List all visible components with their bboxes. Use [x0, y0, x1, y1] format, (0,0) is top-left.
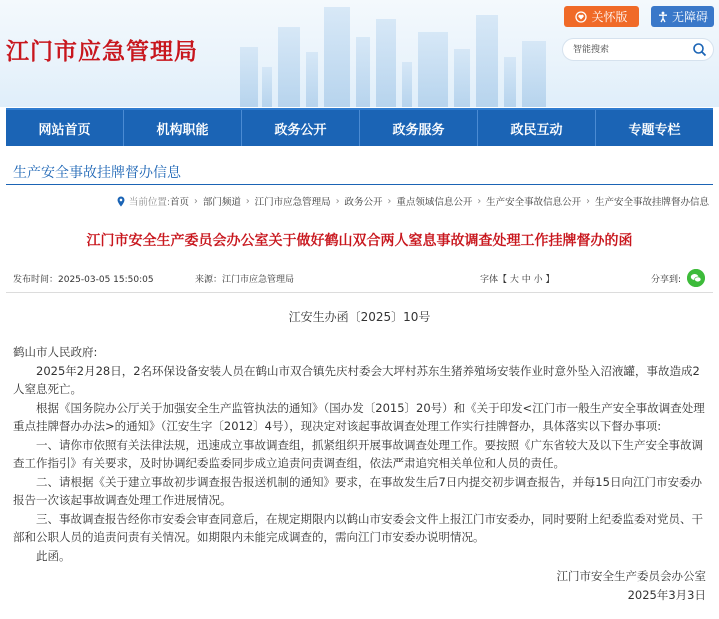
nav-item-special-topics[interactable]: 专题专栏 [628, 122, 681, 138]
nav-item-interaction[interactable]: 政民互动 [478, 110, 596, 146]
breadcrumb-link-supervision[interactable]: 生产安全事故挂牌督办信息 [594, 197, 709, 208]
breadcrumb-link-home[interactable]: 首页 [170, 197, 190, 208]
breadcrumb-link-accident-info[interactable]: 生产安全事故信息公开 [486, 197, 582, 208]
nav-item-home[interactable]: 网站首页 [6, 110, 124, 146]
wechat-share-icon[interactable] [687, 269, 705, 287]
share-label: 分享到: [651, 275, 682, 285]
breadcrumb-link-gov-public[interactable]: 政务公开 [344, 197, 383, 208]
search-input[interactable] [573, 42, 683, 57]
article-paragraph: 二、请根据《关于建立事故初步调查报告报送机制的通知》要求，在事故发生后7日内提交初步调查报告，并每15日向江门市安委办报告一次该起事故调查处理工作进展情况。 [13, 475, 702, 507]
location-pin-icon [116, 196, 126, 207]
search-box [562, 38, 714, 61]
article-paragraph: 2025年2月28日，2名环保设备安装人员在鹤山市双合镇先庆村委会大坪村苏东生猪养殖场安装作业时意外坠入沼液罐，事故造成2人窒息死亡。 [13, 364, 700, 396]
breadcrumb-separator: › [194, 195, 198, 207]
care-mode-label: 关怀版 [591, 10, 628, 24]
breadcrumb-separator: › [586, 195, 590, 207]
nav-item-gov-affairs-public[interactable]: 政务公开 [242, 110, 360, 146]
section-divider [6, 184, 713, 185]
article-paragraph: 三、事故调查报告经你市安委会审查同意后，在规定期限内以鹤山市安委会文件上报江门市安委办，同时要附上纪委监委对党员、干部和公职人员的追责问责有关情况。如期限内未能完成调查的，需向江门市安委办说明情况。 [13, 512, 703, 544]
care-icon [575, 11, 587, 23]
article-body [13, 343, 709, 566]
accessibility-button[interactable] [651, 6, 714, 27]
article-source: 来源：江门市应急管理局 [195, 275, 295, 285]
breadcrumb-link-department[interactable]: 部门频道 [202, 197, 241, 208]
breadcrumb-link-bureau[interactable]: 江门市应急管理局 [254, 197, 331, 208]
accessibility-label: 无障碍 [671, 10, 708, 24]
breadcrumb-separator: › [477, 195, 482, 207]
search-icon[interactable] [692, 42, 707, 57]
article-paragraph: 一、请你市依照有关法律法规，迅速成立事故调查组，抓紧组织开展事故调查处理工作。要按照《广东省较大及以下生产安全事故调查工作指引》有关要求，及时协调纪委监委同步成立追责问责调查组，依法严肃追究相关单位和人员的责任。 [13, 438, 703, 470]
nav-item-functions[interactable]: 机构职能 [124, 110, 242, 146]
article-meta [13, 272, 706, 286]
section-title: 生产安全事故挂牌督办信息 [13, 165, 181, 181]
breadcrumb-separator: › [335, 195, 340, 207]
article-date: 2025年3月3日 [627, 588, 706, 602]
breadcrumb-label: 当前位置: [128, 197, 171, 208]
article-title: 江门市安全生产委员会办公室关于做好鹤山双合两人窒息事故调查处理工作挂牌督办的函 [86, 233, 633, 249]
site-header [0, 0, 719, 107]
breadcrumb [116, 194, 709, 208]
nav-item-gov-services[interactable]: 政务服务 [360, 110, 478, 146]
article-signer: 江门市安全生产委员会办公室 [556, 569, 706, 583]
site-logo-title[interactable]: 江门市应急管理局 [6, 39, 198, 65]
main-nav [6, 108, 713, 146]
care-mode-button[interactable] [564, 6, 639, 27]
breadcrumb-link-key-areas[interactable]: 重点领域信息公开 [396, 197, 473, 208]
meta-divider [6, 292, 713, 293]
document-number: 江安生办函〔2025〕10号 [288, 310, 431, 324]
article-paragraph: 根据《国务院办公厅关于加强安全生产监管执法的通知》（国办发〔2015〕20号）和《关于印发<江门市一般生产安全事故调查处理重点挂牌督办办法>的通知》（江安生字〔2012〕4号），现决定对该起事故调查处理工作实行挂牌督办，具体落实以下督办事项: [13, 401, 705, 433]
skyline-banner [230, 0, 560, 107]
article-closing: 此函。 [36, 549, 71, 563]
breadcrumb-separator: › [387, 195, 392, 207]
breadcrumb-separator: › [245, 195, 250, 207]
font-size-control[interactable]: 字体【 大 中 小 】 [480, 275, 555, 285]
accessibility-icon [657, 11, 669, 23]
publish-time: 发布时间：2025-03-05 15:50:05 [13, 275, 154, 285]
article-salutation: 鹤山市人民政府: [13, 345, 98, 359]
